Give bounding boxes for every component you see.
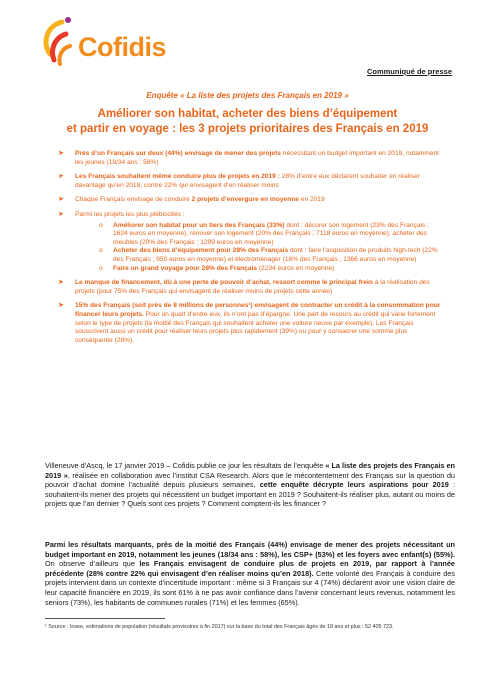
headline-line-2: et partir en voyage : les 3 projets prioritaires des Français en 2019: [66, 123, 429, 135]
sub-strong: Faire un grand voyage pour 28% des Français: [113, 264, 258, 272]
arrow-bullet-icon: ➤: [58, 210, 64, 218]
circle-bullet-icon: o: [99, 247, 103, 255]
key-points-list: [58, 150, 443, 351]
sub-text: dont : décorer son logement (23% des Français ; 1624 euros en moyenne), rénover son logement (20% des Français ; 7118 euros en moyenne), acheter des meubles (20% des Français ; 1299 euros en moyenne): [113, 221, 429, 246]
bullet-item: [58, 211, 443, 273]
footnote-divider: [45, 618, 165, 619]
bullet-strong: 2 projets d’envergure en moyenne: [191, 196, 299, 204]
sub-text: dont : faire l’acquisition de produits high-tech (22% des Français ; 950 euros en moyenne) et électroménager (18% des Français ; 1366 euros en moyenne): [113, 247, 438, 263]
sub-item: [97, 222, 443, 248]
paragraph-text: Villeneuve d’Ascq, le 17 janvier 2019 – Cofidis publie ce jour les résultats de l’enquête: [45, 461, 326, 470]
bullet-strong: Les Français souhaitent même conduire plus de projets en 2019 :: [75, 173, 280, 181]
sub-strong: Acheter des biens d’équipement pour 28% des Français: [113, 247, 289, 255]
bullet-text: nécessitant un budget important en 2019, notamment les jeunes (18/34 ans : 58%): [75, 150, 439, 166]
bullet-text: à la réalisation des projets (pour 75% des Français qui envisagent de réaliser moins de projets cette année): [75, 279, 430, 295]
bullet-text: Pour un quart d’entre eux, ils n’ont pas d’épargne. Une part de recours au crédit qui varie fortement selon le type de projets (la moitié des Français qui souhaitent acheter une voiture neuve par exemple). Les Français souscrivent aussi un crédit pour réaliser leurs projets plus rapidement (39%) ou pour y consacrer une somme plus conséquente (28%).: [75, 310, 436, 344]
circle-bullet-icon: o: [99, 264, 103, 272]
bullet-strong: 15% des Français (soit près de 8 millions de personnes¹) envisagent de contracter un crédit à la consommation pour financer leurs projets.: [75, 302, 441, 318]
paragraph-text: , réalisée en collaboration avec l’institut CSA Research. Alors que le mécontentement des Français sur la question du pouvoir d’achat domine l’actualité depuis plusieurs semaines,: [45, 470, 455, 490]
bullet-text: 28% d’entre eux déclarent souhaiter en réaliser davantage qu’en 2018, contre 22% qui envisagent d’en réaliser moins: [75, 173, 420, 189]
results-paragraph: [45, 540, 455, 607]
paragraph-text: On observe d’ailleurs que: [45, 559, 140, 569]
bullet-text: Parmi les projets les plus plébiscités :: [75, 210, 185, 218]
bullet-item: [58, 279, 443, 296]
paragraph-text: : souhaitent-ils mener des projets qui nécessitent un budget important en 2019 ? Souhaitent-ils réaliser plus, autant ou moins de projets que l’an dernier ? Quels sont ces projets ? Comment comptent-ils les financer ?: [45, 480, 455, 509]
footnote: ¹ Source : Insee, estimations de population (résultats provisoires à fin 2017) sur la base du total des Français âgés de 18 ans et plus : 52 405 723.: [45, 624, 394, 630]
intro-paragraph: [45, 461, 455, 509]
bullet-item: [58, 173, 443, 190]
bullet-item: [58, 302, 443, 345]
arrow-bullet-icon: ➤: [58, 279, 64, 287]
sub-list: [97, 222, 443, 274]
bullet-strong: Près d’un Français sur deux (44%) envisage de mener des projets: [75, 150, 281, 157]
bullet-text: en 2019: [298, 196, 325, 204]
bullet-strong: Le manque de financement, dû à une perte de pouvoir d’achat, ressort comme le principal frein: [75, 279, 373, 287]
paragraph-emphasis: cette enquête décrypte leurs aspirations pour 2019: [259, 480, 449, 490]
sub-item: [97, 247, 443, 264]
bullet-item: [58, 196, 443, 205]
headline: [30, 107, 465, 137]
headline-line-1: Améliorer son habitat, acheter des biens d’équipement: [97, 108, 398, 120]
bullet-item: [58, 150, 443, 167]
paragraph-emphasis: Parmi les résultats marquants, près de la moitié des Français (44%) envisage de mener des projets nécessitant un budget important en 2019, notamment les jeunes (18/34 ans : 58%), les CSP+ (53%) et les foyers avec enfant(s) (55%).: [45, 540, 455, 559]
arrow-bullet-icon: ➤: [58, 173, 64, 181]
paragraph-emphasis: les Français envisagent de conduire plus de projets en 2019, par rapport à l’année précédente (28% contre 22% qui envisagent d’en réaliser moins qu’en 2018).: [45, 559, 455, 578]
arrow-bullet-icon: ➤: [58, 150, 64, 157]
arrow-bullet-icon: ➤: [58, 302, 64, 310]
logo-wordmark: Cofidis: [78, 32, 166, 62]
cofidis-logo: [40, 14, 180, 70]
communique-label: Communiqué de presse: [366, 67, 452, 76]
survey-subtitle: Enquête « La liste des projets des Français en 2019 »: [146, 91, 349, 100]
circle-bullet-icon: o: [99, 221, 103, 229]
arrow-bullet-icon: ➤: [58, 196, 64, 204]
sub-strong: Améliorer son habitat pour un tiers des Français (33%): [113, 221, 285, 229]
survey-name: « La liste des projets des Français en 2019 »: [45, 461, 455, 480]
sub-item: [97, 265, 443, 274]
sub-text: (2234 euros en moyenne): [257, 264, 335, 272]
paragraph-text: Cette volonté des Français à conduire des projets intervient dans un contexte d’incertitude important : même si 3 Français sur 4 (74%) déclarent avoir une vision claire de leur capacité financière en 2019, ils sont 61% à ne pas avoir confiance dans l’avenir concernant leurs revenus, notamment les seniors (73%), les habitants de communes rurales (71%) et les femmes (65%).: [45, 568, 455, 607]
bullet-text: Chaque Français envisage de conduire: [75, 196, 192, 204]
